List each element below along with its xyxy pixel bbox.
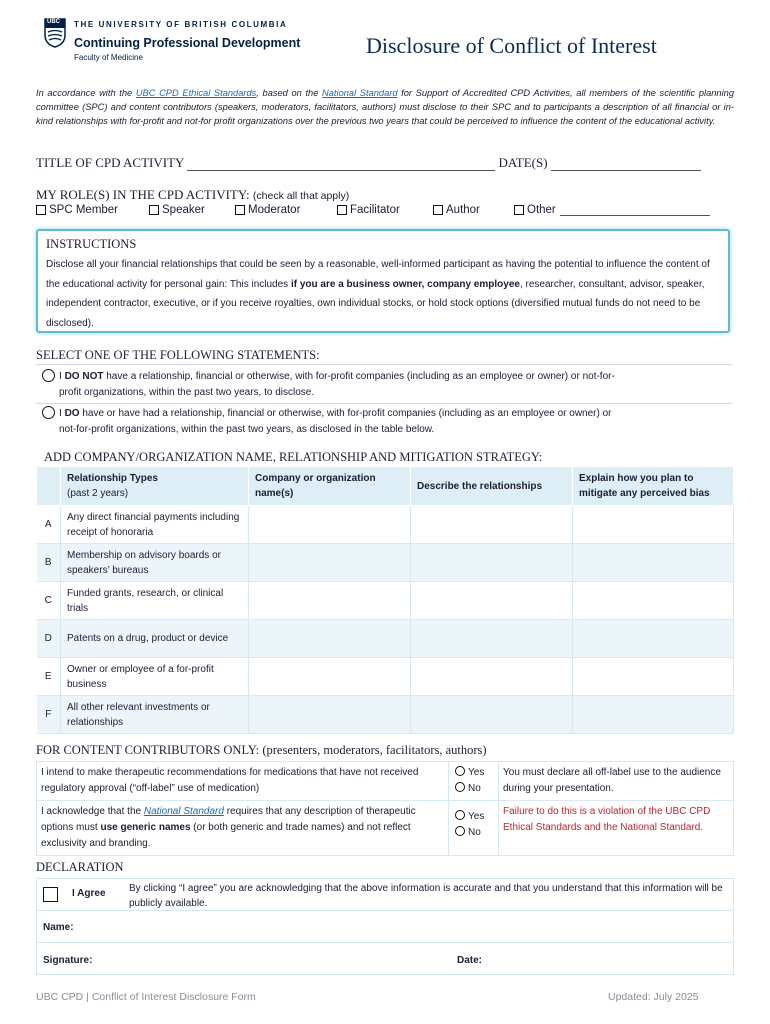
checkbox[interactable] (36, 205, 46, 215)
role-speaker[interactable]: Speaker (149, 204, 205, 216)
offlabel-options (449, 762, 499, 801)
mitigate-cell[interactable] (573, 506, 734, 544)
document-title: Disclosure of Conflict of Interest (366, 33, 657, 58)
offlabel-no[interactable]: No (455, 781, 494, 797)
intro-paragraph: In accordance with the UBC CPD Ethical Standards, based on the National Standard for Support of Accredited CPD Activities, all members of the scientific planning committee (SPC) and content contributors (speakers, moderators, facilitators, authors) must disclose to their SPC and to participants a description of all financial or in-kind relationships with for-profit and not-for profit organizations over the previous two years that could be perceived to influence the content of the educational activity. (36, 88, 734, 126)
instructions-text: Disclose all your financial relationships that could be seen by a reasonable, well-informed participant as having the potential to influence the content of the educational activity for personal gain: This includes if you are a business owner, company employee, researcher, consultant, advisor, speaker, independent contractor, executive, or if you receive royalties, own individual stocks, or hold stock options (diversified mutual funds do not need to be disclosed). (46, 259, 710, 329)
national-standard-link[interactable]: National Standard (143, 806, 224, 817)
checkbox[interactable] (337, 205, 347, 215)
generic-names-row (37, 801, 734, 856)
role-other[interactable]: Other (514, 204, 710, 216)
table-row: B Membership on advisory boards or speakers’ bureaus (37, 544, 734, 582)
company-cell[interactable] (249, 506, 411, 544)
company-cell[interactable] (249, 658, 411, 696)
violation-note: Failure to do this is a violation of the UBC CPD Ethical Standards and the National Standard. (499, 801, 734, 856)
table-row: C Funded grants, research, or clinical trials (37, 582, 734, 620)
statement-do-not: I DO NOT have a relationship, financial or otherwise, with for-profit companies (including as an employee or owner) or not-for- profit organizations, within the past two years, to disclose. (42, 369, 732, 401)
checkbox[interactable] (149, 205, 159, 215)
contributors-table (36, 761, 734, 856)
ubc-logo (44, 16, 301, 62)
radio-no[interactable] (455, 826, 465, 836)
company-cell[interactable] (249, 544, 411, 582)
col-relationship-types: Relationship Types (past 2 years) (61, 467, 249, 506)
offlabel-note: You must declare all off-label use to the audience during your presentation. (499, 762, 734, 801)
agree-checkbox[interactable] (43, 887, 58, 902)
generic-options (449, 801, 499, 856)
agree-row (37, 879, 733, 911)
table-header-row (37, 467, 734, 506)
col-mitigate: Explain how you plan to mitigate any perceived bias (573, 467, 734, 506)
describe-cell[interactable] (411, 658, 573, 696)
national-standard-link[interactable]: National Standard (322, 88, 398, 98)
divider (36, 403, 732, 404)
radio-yes[interactable] (455, 766, 465, 776)
name-row[interactable] (37, 911, 733, 943)
generic-no[interactable]: No (455, 825, 494, 841)
roles-options (36, 204, 736, 220)
declaration-heading: DECLARATION (36, 860, 124, 874)
describe-cell[interactable] (411, 696, 573, 734)
instructions-box (36, 229, 730, 333)
title-date-row (36, 155, 736, 171)
footer-form-name: UBC CPD | Conflict of Interest Disclosure Form (36, 991, 256, 1003)
describe-cell[interactable] (411, 544, 573, 582)
company-cell[interactable] (249, 582, 411, 620)
instructions-heading: INSTRUCTIONS (46, 237, 137, 251)
roles-note: (check all that apply) (252, 190, 350, 202)
table-row: A Any direct financial payments including receipt of honoraria (37, 506, 734, 544)
describe-cell[interactable] (411, 582, 573, 620)
checkbox[interactable] (514, 205, 524, 215)
col-company-name: Company or organization name(s) (249, 467, 411, 506)
describe-cell[interactable] (411, 620, 573, 658)
name-label: Name: (43, 922, 74, 933)
role-facilitator[interactable]: Facilitator (337, 204, 400, 216)
table-row: F All other relevant investments or relationships (37, 696, 734, 734)
department-name: Continuing Professional Development (74, 36, 301, 50)
offlabel-yes[interactable]: Yes (455, 765, 494, 781)
col-describe: Describe the relationships (411, 467, 573, 506)
relationships-table (36, 466, 734, 734)
role-spc-member[interactable]: SPC Member (36, 204, 118, 216)
table-row: D Patents on a drug, product or device (37, 620, 734, 658)
mitigate-cell[interactable] (573, 582, 734, 620)
contributors-heading: FOR CONTENT CONTRIBUTORS ONLY: (presenters, moderators, facilitators, authors) (36, 743, 487, 757)
role-moderator[interactable]: Moderator (235, 204, 300, 216)
date-input[interactable] (551, 159, 701, 171)
mitigate-cell[interactable] (573, 658, 734, 696)
divider (36, 364, 732, 365)
company-cell[interactable] (249, 620, 411, 658)
crest-text: UBC (47, 19, 60, 25)
title-input[interactable] (187, 159, 495, 171)
declaration-date-label: Date: (457, 955, 483, 966)
statement-do: I DO have or have had a relationship, financial or otherwise, with for-profit companies (including as an employee or owner) or not-for-profit organizations, within the past two years, as disclosed in the table below. (42, 406, 732, 438)
table-row: E Owner or employee of a for-profit business (37, 658, 734, 696)
faculty-name: Faculty of Medicine (74, 53, 143, 62)
signature-label: Signature: (43, 955, 93, 966)
mitigate-cell[interactable] (573, 544, 734, 582)
checkbox[interactable] (235, 205, 245, 215)
offlabel-row (37, 762, 734, 801)
ethical-standards-link[interactable]: UBC CPD Ethical Standards (135, 88, 257, 98)
radio-do[interactable] (42, 406, 55, 419)
statements-heading: SELECT ONE OF THE FOLLOWING STATEMENTS: (36, 348, 320, 362)
agree-text: By clicking “I agree” you are acknowledging that the above information is accurate and that you understand that this information will be publicly available. (129, 883, 723, 909)
describe-cell[interactable] (411, 506, 573, 544)
radio-do-not[interactable] (42, 369, 55, 382)
offlabel-question: I intend to make therapeutic recommendations for medications that have not received regulatory approval (“off-label” use of medication) (37, 762, 449, 801)
agree-label: I Agree (72, 888, 106, 899)
checkbox[interactable] (433, 205, 443, 215)
date-label: DATE(S) (498, 155, 548, 170)
company-cell[interactable] (249, 696, 411, 734)
relationships-heading: ADD COMPANY/ORGANIZATION NAME, RELATIONSHIP AND MITIGATION STRATEGY: (44, 450, 543, 464)
mitigate-cell[interactable] (573, 696, 734, 734)
radio-no[interactable] (455, 782, 465, 792)
generic-names-question: I acknowledge that the National Standard requires that any description of therapeutic options must use generic names (or both generic and trade names) and not reflect exclusivity and branding. (37, 801, 449, 856)
university-name: THE UNIVERSITY OF BRITISH COLUMBIA (74, 20, 288, 29)
radio-yes[interactable] (455, 810, 465, 820)
roles-heading: MY ROLE(S) IN THE CPD ACTIVITY: (check all that apply) (36, 187, 350, 202)
generic-yes[interactable]: Yes (455, 809, 494, 825)
mitigate-cell[interactable] (573, 620, 734, 658)
footer-updated: Updated: July 2025 (608, 991, 699, 1003)
declaration-box (36, 878, 734, 975)
other-role-input[interactable] (560, 205, 710, 216)
title-label: TITLE OF CPD ACTIVITY (36, 155, 184, 170)
role-author[interactable]: Author (433, 204, 480, 216)
